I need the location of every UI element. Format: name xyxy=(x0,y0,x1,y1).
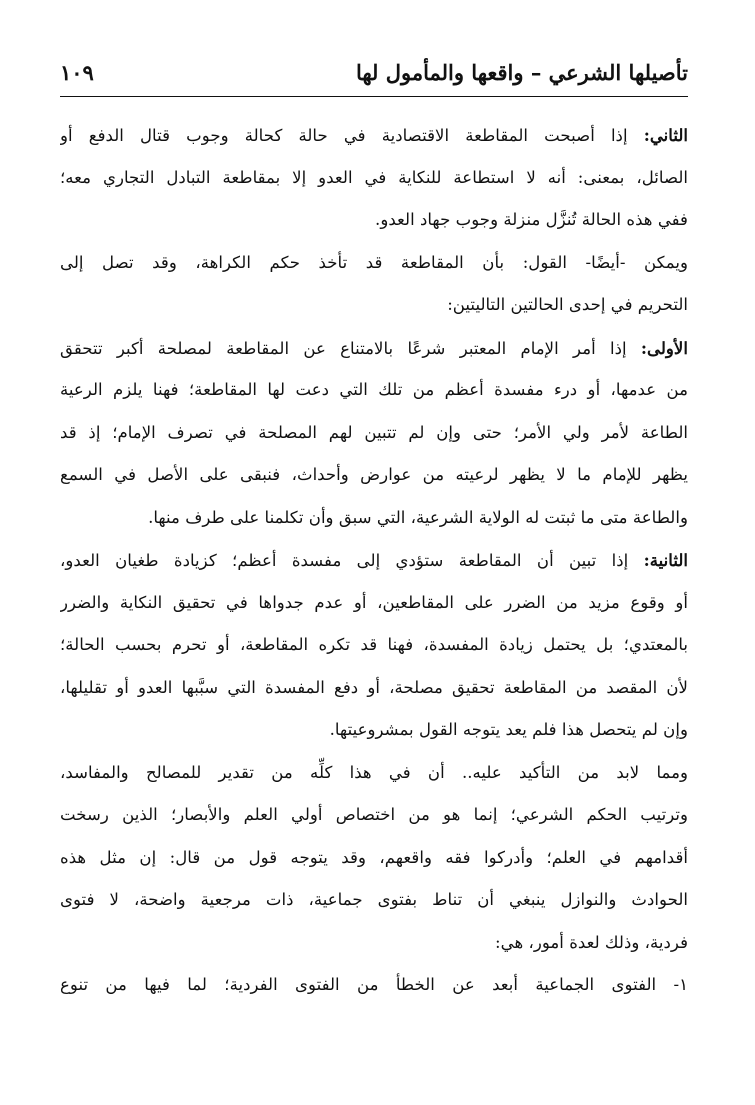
line-text: وترتيب الحكم الشرعي؛ إنما هو من اختصاص أولي العلم والأبصار؛ الذين رسخت xyxy=(60,805,688,824)
paragraph-lead: الثانية: xyxy=(643,550,688,570)
paragraph-lead: الأولى: xyxy=(640,337,688,358)
text-line xyxy=(60,624,688,667)
line-text: وإن لم يتحصل هذا فلم يعد يتوجه القول بمشروعيتها. xyxy=(329,720,688,739)
body-text xyxy=(60,114,688,1007)
line-text: ١- الفتوى الجماعية أبعد عن الخطأ من الفتوى الفردية؛ لما فيها من تنوع xyxy=(60,975,688,994)
line-text: إذا تبين أن المقاطعة ستؤدي إلى مفسدة أعظم؛ كزيادة طغيان العدو، xyxy=(60,551,629,570)
text-line xyxy=(60,284,688,327)
text-line xyxy=(60,539,688,582)
text-line xyxy=(60,497,688,540)
text-line xyxy=(60,327,688,370)
page-header xyxy=(60,58,688,94)
paragraph-lead: الثاني: xyxy=(643,125,688,145)
text-line xyxy=(60,369,688,412)
text-line xyxy=(60,114,688,157)
text-line xyxy=(60,709,688,752)
line-text: من عدمها، أو درء مفسدة أعظم من تلك التي دعت لها المقاطعة؛ فهنا يلزم الرعية xyxy=(60,380,688,399)
line-text: بالمعتدي؛ بل يحتمل زيادة المفسدة، فهنا قد تكره المقاطعة، أو تحرم بحسب الحالة؛ xyxy=(60,635,688,654)
line-text: أو وقوع مزيد من الضرر على المقاطعين، أو عدم جدواها في تحقيق النكاية والضرر xyxy=(60,592,688,612)
text-line xyxy=(60,964,688,1007)
line-text: ويمكن -أيضًا- القول: بأن المقاطعة قد تأخذ حكم الكراهة، وقد تصل إلى xyxy=(60,252,688,272)
line-text: أقدامهم في العلم؛ وأدركوا فقه واقعهم، وقد يتوجه قول من قال: إن مثل هذه xyxy=(60,847,688,867)
line-text: إذا أمر الإمام المعتبر شرعًا بالامتناع عن المقاطعة لمصلحة أكبر تتحقق xyxy=(60,338,627,358)
text-line xyxy=(60,454,688,497)
header-rule xyxy=(60,96,688,97)
text-line xyxy=(60,412,688,455)
line-text: إذا أصبحت المقاطعة الاقتصادية في حالة كحالة وجوب قتال الدفع أو xyxy=(60,126,628,145)
text-line xyxy=(60,837,688,880)
line-text: الصائل، بمعنى: أنه لا استطاعة للنكاية في العدو إلا بمقاطعة التبادل التجاري معه؛ xyxy=(60,167,688,187)
line-text: والطاعة متى ما ثبتت له الولاية الشرعية، التي سبق وأن تكلمنا على طرف منها. xyxy=(148,507,688,527)
line-text: ففي هذه الحالة تُنزَّل منزلة وجوب جهاد العدو. xyxy=(375,210,688,229)
text-line xyxy=(60,582,688,625)
text-line xyxy=(60,922,688,965)
text-line xyxy=(60,199,688,242)
text-line xyxy=(60,879,688,922)
line-text: لأن المقصد من المقاطعة تحقيق مصلحة، أو دفع المفسدة التي سبَّبها العدو أو تقليلها، xyxy=(60,677,688,697)
text-line xyxy=(60,667,688,710)
line-text: الطاعة لأمر ولي الأمر؛ حتى وإن لم تتبين لهم المصلحة في تصرف الإمام؛ إذ قد xyxy=(60,422,688,442)
line-text: ومما لابد من التأكيد عليه.. أن في هذا كلِّه من تقدير للمصالح والمفاسد، xyxy=(60,762,688,782)
line-text: الحوادث والنوازل ينبغي أن تناط بفتوى جماعية، ذات مرجعية واضحة، لا فتوى xyxy=(60,890,688,909)
line-text: فردية، وذلك لعدة أمور، هي: xyxy=(495,932,688,952)
page-number: ١٠٩ xyxy=(60,60,94,85)
running-title: تأصيلها الشرعي – واقعها والمأمول لها xyxy=(355,60,688,85)
line-text: يظهر للإمام ما لا يظهر لرعيته من عوارض وأحداث، فنبقى على الأصل في السمع xyxy=(60,465,688,484)
text-line xyxy=(60,794,688,837)
text-line xyxy=(60,752,688,795)
text-line xyxy=(60,242,688,285)
line-text: التحريم في إحدى الحالتين التاليتين: xyxy=(447,295,688,314)
text-line xyxy=(60,157,688,200)
